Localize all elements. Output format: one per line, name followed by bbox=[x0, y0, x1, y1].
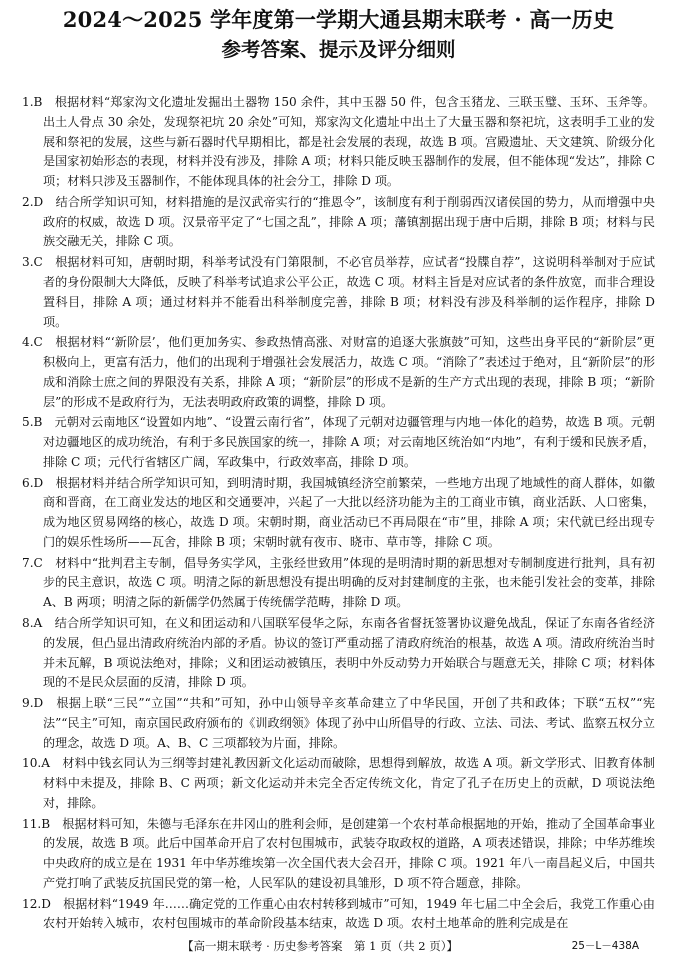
answer-list bbox=[22, 93, 655, 934]
answer-item bbox=[22, 193, 655, 252]
answer-number: 2.D bbox=[22, 194, 44, 209]
answer-text: 根据材料“郑家沟文化遗址发掘出土器物 150 余件，其中玉器 50 件，包含玉猪龙、三联玉璧、玉环、玉斧等。出土人骨点 30 余处，发现祭祀坑 20 余处”可知，郑家沟文化遗址中出土了大量玉器和祭祀坑，这表明手工业的发展和祭祀的发展，这些与新石器时代早期相比，都是社会发展的表现，故选 B 项。宫殿遗址、天文建筑、阶级分化是国家初始形态的表现，材料并没有涉及，排除 A 项；材料只能反映玉器制作的发展，但不能体现“发达”，排除 C 项；材料只涉及玉器制作，不能体现具体的社会分工，排除 D 项。 bbox=[43, 95, 655, 189]
answer-item bbox=[22, 554, 655, 613]
answer-number: 12.D bbox=[22, 896, 51, 911]
answer-text: 根据材料并结合所学知识可知，到明清时期，我国城镇经济空前繁荣，一些地方出现了地域性的商人群体，如徽商和晋商，在工商业发达的地区和交通要冲，兴起了一大批以经济功能为主的工商业市镇，商业活跃、人口密集，成为地区贸易网络的核心，故选 D 项。宋朝时期，商业活动已不再局限在“市”里，排除 A 项；宋代就已经出现专门的娱乐性场所——瓦舍，排除 B 项；宋朝时就有夜市、晓市、草市等，排除 C 项。 bbox=[43, 475, 655, 549]
answer-text: 根据材料“1949 年……确定党的工作重心由农村转移到城市”可知，1949 年七届二中全会后，我党工作重心由农村开始转入城市，农村包围城市的革命阶段基本结束，故选 D 项。农村土地革命的胜利完成是在 bbox=[43, 896, 655, 931]
answer-item bbox=[22, 413, 655, 472]
page-footer bbox=[0, 936, 677, 956]
answer-number: 3.C bbox=[22, 255, 43, 270]
answer-text: 根据材料“‘新阶层’，他们更加务实、参政热情高涨、对财富的追逐大张旗鼓”可知，这些出身平民的“新阶层”更积极向上，更富有活力，他们的出现利于增强社会发展活力，故选 C 项。“消除了”表述过于绝对，且“新阶层”的形成和消除士庶之间的界限没有关系，排除 A 项；“新阶层”的形成不是新的生产方式出现的表现，排除 B 项；“新阶层”的形成不是政府行为，无法表明政府政策的调整，排除 D 项。 bbox=[43, 335, 655, 409]
answer-item bbox=[22, 333, 655, 412]
answer-text: 根据材料可知，唐朝时期，科举考试没有门第限制，不必官员举荐，应试者“投牒自荐”，这说明科举制对于应试者的身份限制大大降低，反映了科举考试追求公平公正，故选 C 项。材料主旨是对应试者的条件放宽，而非合理设置科目，排除 A 项；通过材料并不能看出科举制度完善，排除 B 项；材料没有涉及科举制的运作程序，排除 D 项。 bbox=[43, 255, 655, 329]
answer-number: 1.B bbox=[22, 95, 43, 109]
answer-text: 结合所学知识可知，材料措施的是汉武帝实行的“推恩令”，该制度有利于削弱西汉诸侯国的势力，从而增强中央政府的权威，故选 D 项。汉景帝平定了“七国之乱”，排除 A 项；藩镇割据出现于唐中后期，排除 B 项；材料与民族交融无关，排除 C 项。 bbox=[43, 194, 655, 249]
answer-number: 6.D bbox=[22, 475, 44, 490]
answer-text: 结合所学知识可知，在义和团运动和八国联军侵华之际，东南各省督抚签署协议避免战乱，保证了东南各省经济的发展，但凸显出清政府统治内部的矛盾。协议的签订严重动摇了清政府统治的根基，故选 A 项。清政府统治当时并未瓦解，B 项说法绝对，排除；义和团运动被镇压，表明中外反动势力开始联合与题意无关，排除 C 项；材料体现的不是民众层面的反清，排除 D 项。 bbox=[43, 615, 655, 690]
answer-text: 元朝对云南地区“设置如内地”、“设置云南行省”，体现了元朝对边疆管理与内地一体化的趋势，故选 B 项。元朝对边疆地区的成功统治，有利于多民族国家的统一，排除 A 项；对云南地区统治如“内地”，有利于缓和民族矛盾，排除 C 项；元代行省辖区广阔，军政集中，行政效率高，排除 D 项。 bbox=[43, 415, 655, 469]
answer-text: 材料中“批判君主专制，倡导务实学风，主张经世致用”体现的是明清时期的新思想对专制制度进行批判，具有初步的民主意识，故选 C 项。明清之际的新思想没有提出明确的反对封建制度的主张，也未能引发社会的变革，排除 A、B 两项；明清之际的新儒学仍然属于传统儒学范畴，排除 D 项。 bbox=[43, 555, 655, 610]
answer-item bbox=[22, 754, 655, 813]
page-title: 2024～2025 学年度第一学期大通县期末联考 · 高一历史 bbox=[62, 7, 615, 32]
answer-number: 9.D bbox=[22, 696, 44, 711]
answer-number: 10.A bbox=[22, 756, 50, 771]
answer-item bbox=[22, 93, 655, 192]
answer-item bbox=[22, 253, 655, 332]
answer-item bbox=[22, 614, 655, 693]
answer-number: 7.C bbox=[22, 555, 43, 570]
answer-item bbox=[22, 895, 655, 935]
footer-doc-code: 25－L－438A bbox=[571, 940, 639, 952]
answer-item bbox=[22, 815, 655, 894]
answer-number: 5.B bbox=[22, 415, 43, 430]
answer-item bbox=[22, 474, 655, 553]
footer-page-label: 【高一期末联考 · 历史参考答案 第 1 页（共 2 页）】 bbox=[182, 939, 458, 953]
answer-number: 4.C bbox=[22, 335, 43, 350]
answer-text: 根据上联“三民”“立国”“共和”可知，孙中山领导辛亥革命建立了中华民国，开创了共和政体；下联“五权”“宪法”“民主”可知，南京国民政府颁布的《训政纲领》体现了孙中山所倡导的行政、立法、司法、考试、监察五权分立的理念，故选 D 项。A、B、C 三项都较为片面，排除。 bbox=[43, 696, 655, 750]
answer-text: 根据材料可知，朱德与毛泽东在井冈山的胜利会师，是创建第一个农村革命根据地的开始，推动了全国革命事业的发展，故选 B 项。此后中国革命开启了农村包围城市，武装夺取政权的道路，A 项表述错误，排除；中华苏维埃中央政府的成立是在 1931 年中华苏维埃第一次全国代表大会召开，排除 C 项。1921 年八一南昌起义后，中国共产党打响了武装反抗国民党的第一枪，人民军队的建设初具雏形，D 项不符合题意，排除。 bbox=[43, 816, 655, 890]
answer-item bbox=[22, 694, 655, 753]
answer-number: 11.B bbox=[22, 816, 51, 831]
answer-number: 8.A bbox=[22, 615, 43, 630]
answer-text: 材料中钱玄同认为三纲等封建礼教因新文化运动而破除，思想得到解放，故选 A 项。新文学形式、旧教育体制材料中未提及，排除 B、C 两项；新文化运动并未完全否定传统文化，肯定了孔子在历史上的贡献，D 项说法绝对，排除。 bbox=[43, 756, 655, 810]
page-subtitle: 参考答案、提示及评分细则 bbox=[221, 38, 456, 61]
